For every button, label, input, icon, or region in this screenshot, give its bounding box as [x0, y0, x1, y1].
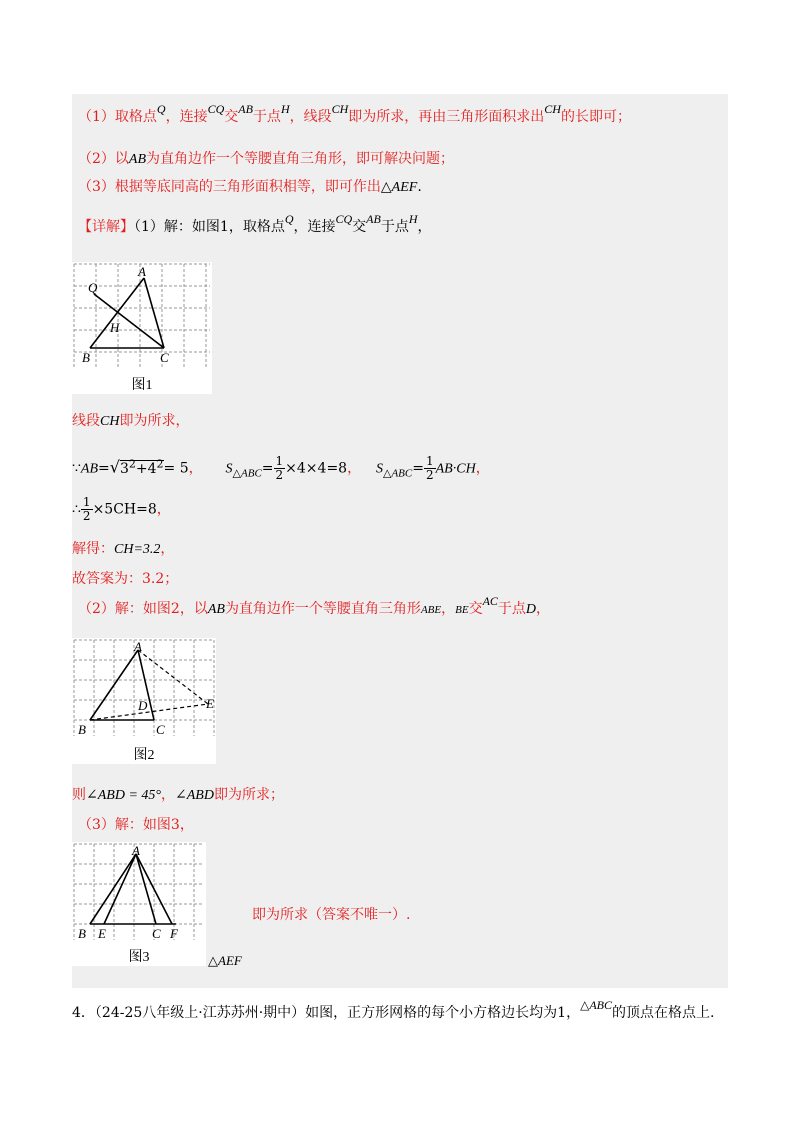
label-Q: Q [88, 280, 98, 295]
figure-3-grid [72, 842, 206, 942]
label-E: E [98, 926, 106, 941]
label-F: F [170, 926, 178, 941]
label-B: B [78, 722, 86, 737]
question-4: 4．（24-25八年级上·江苏苏州·期中）如图，正方形网格的每个小方格边长均为1，△ABC的顶点在格点上. [72, 998, 715, 1021]
label-A: A [138, 264, 146, 279]
figure-3-caption: 图3 [128, 950, 150, 965]
part2-result: 则∠ABD = 45°，∠ABD即为所求； [72, 787, 284, 803]
segment-CQ [94, 294, 164, 348]
label-E: E [206, 696, 214, 711]
label-C: C [156, 722, 165, 737]
part3-triangle: △AEF [208, 953, 242, 968]
part1-answer: 故答案为：3.2； [72, 571, 179, 587]
part1-equation-4: ∴ $\frac{1}{2}$ ×5CH=8， [72, 495, 171, 523]
label-D: D [138, 698, 148, 713]
part3-answer: 即为所求（答案不唯一）. [252, 907, 411, 923]
figure-2-caption: 图2 [133, 748, 155, 763]
detail-line: 【详解】（1）解：如图1，取格点Q，连接CQ交AB于点H， [78, 212, 432, 235]
part1-solve: 解得：CH=3.2， [72, 541, 175, 557]
label-B: B [78, 926, 86, 941]
figure-1-caption: 图1 [131, 378, 153, 393]
segment-AC [144, 278, 164, 348]
figure-3 [72, 842, 206, 966]
hint-line-3: （3）根据等底同高的三角形面积相等，即可作出△AEF. [78, 179, 422, 195]
hint-line-2: （2）以AB为直角边作一个等腰直角三角形，即可解决问题； [78, 151, 455, 167]
label-A: A [134, 639, 142, 654]
label-C: C [152, 926, 161, 941]
segment-BE [90, 704, 208, 720]
figure-2-grid [72, 638, 216, 738]
segment-AB [90, 278, 144, 348]
part1-answer-line: 线段CH即为所求， [72, 413, 190, 429]
label-B: B [82, 350, 90, 365]
part2-line: （2）解：如图2，以AB为直角边作一个等腰直角三角形ABE，BE交AC于点D， [78, 594, 551, 617]
label-C: C [160, 350, 169, 365]
label-A: A [132, 843, 140, 858]
hint-line-1: （1）取格点Q，连接CQ交AB于点H，线段CH即为所求，再由三角形面积求出CH的长即可； [78, 102, 631, 125]
figure-2 [72, 638, 216, 764]
part3-line: （3）解：如图3， [78, 817, 194, 833]
part1-equations: $\because AB=√3^2+4^2= 5$， $S_{\triangle ABC}=$ $\frac{1}{2}$ ×4×4=8， $S_{\triangle ABC}=$ $\frac{1}{2}$ AB·CH， [72, 454, 490, 483]
figure-1 [72, 262, 212, 394]
label-H: H [110, 320, 120, 335]
figure-1-grid [72, 262, 212, 370]
